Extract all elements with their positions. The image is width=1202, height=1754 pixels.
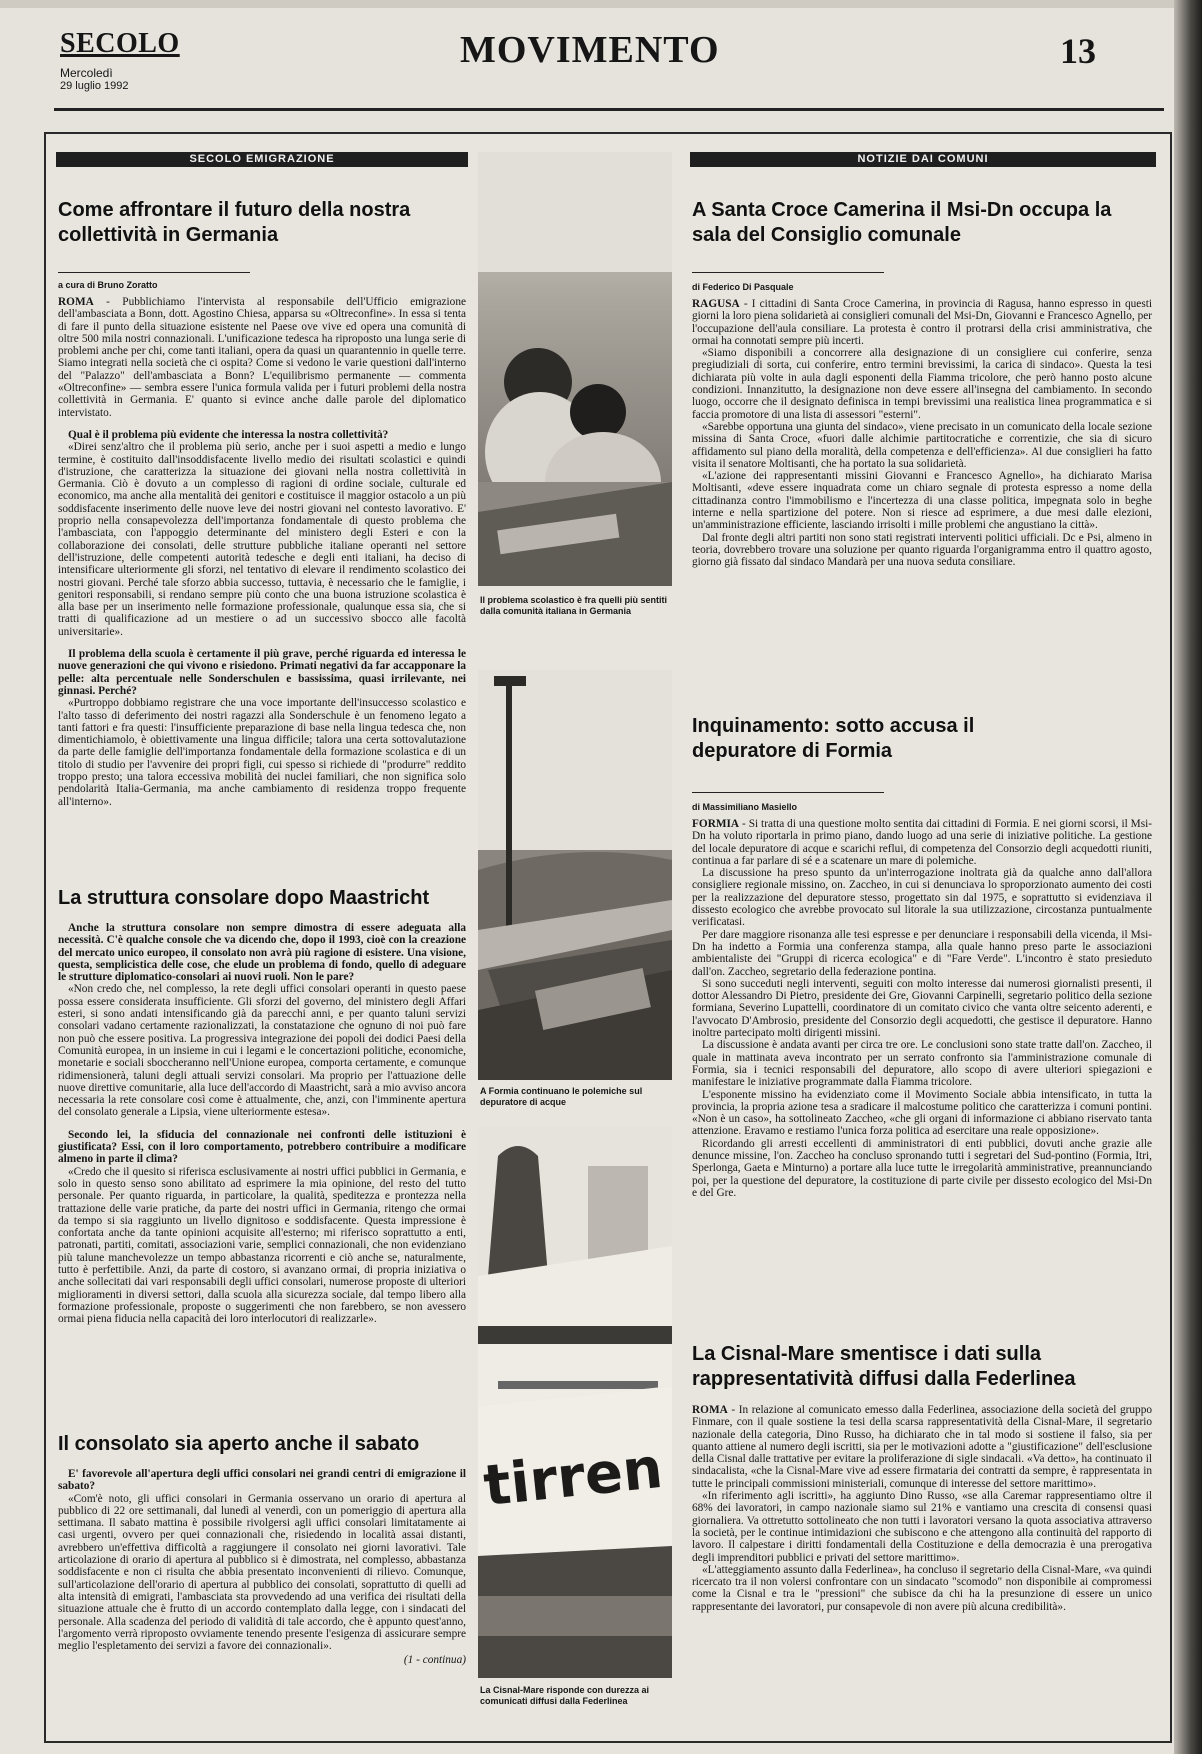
dateline-ragusa: RAGUSA bbox=[692, 298, 740, 310]
article-body-cisnal bbox=[692, 1404, 1152, 1726]
dateline-roma-2: ROMA bbox=[692, 1404, 728, 1416]
cisnal-p3: «L'atteggiamento assunto dalla Federlinea», ha concluso il segretario della Cisnal-Mare, «va quindi ricercato tra il non volersi confrontare con un sindacato "scomodo" non disponibile ai compromessi come la Cisnal e tra le "pressioni" che subisce da chi ha la presunzione di essere un unico rappresentante dei lavoratori, pur consapevole di non avere più alcuna credibilità». bbox=[692, 1563, 1152, 1613]
byline-rule-3 bbox=[692, 792, 884, 793]
santa-croce-p4: «L'azione dei rappresentanti missini Giovanni e Francesco Agnello», ha dichiarato Marisa Moltisanti, «deve essere inquadrata come un chiaro segnale di protesta espresso a nome della cittadinanza contro l'immobilismo e l'incertezza di una classe politica, impegnata solo in beghe interne e nella spartizione del potere. Non si riesce ad esprimere, a due mesi dalle elezioni, un'amministrazione efficiente, lasciando irrisolti i mille problemi che angustiano la città». bbox=[692, 470, 1152, 532]
answer-5: «Com'è noto, gli uffici consolari in Germania osservano un orario di apertura al pubblico di 22 ore settimanali, dal lunedì al venerdì, con un pomeriggio di apertura alla settimana. Il sabato mattina è possibile rivolgersi agli uffici consolari limitatamente ai casi urgenti, ovvero per quei connazionali che, risiedendo in località assai distanti, avrebbero un'effettiva difficoltà a raggiungere il consolato nei giorni lavorativi. Tale articolazione di orario di apertura al pubblico si è dimostrata, nel complesso, abbastanza soddisfacente e non ci risulta che abbia presentato inconvenienti di rilievo. Comunque, sull'articolazione dell'orario di apertura al pubblico dei consolati, soprattutto di quelli ad alta intensità di emigrati, l'ambasciata sta provvedendo ad una verifica dei risultati della situazione attuale che è frutto di un accordo contemplato dalla legge, con i sindacati del personale. Alla scadenza del periodo di validità di tale accordo, che è appunto quest'anno, l'argomento verrà riproposto ovviamente tenendo presente l'esigenza di assicurare sempre meglio l'espletamento dei servizi a favore dei connazionali». bbox=[58, 1492, 466, 1653]
photo-school-children bbox=[478, 152, 672, 586]
article-title-santa-croce: A Santa Croce Camerina il Msi-Dn occupa la sala del Consiglio comunale bbox=[692, 199, 1112, 246]
santa-croce-p2: «Siamo disponibili a concorrere alla designazione di un consigliere cui conferire, senza pregiudiziali di sorta, cui conferire, entro termini brevissimi, la carica di sindaco». Questa la tesi dichiarata più volte in aula dagli esponenti della Fiamma tricolore, che però hanno posto alcune condizioni. Innanzitutto, la designazione non deve essere all'insegna del cambiamento. In secondo luogo, occorre che il designato definisca in tempi brevissimi una realistica linea programmatica e si faccia promotore di una lista di assessori "esterni". bbox=[692, 347, 1152, 421]
formia-p4: Si sono succeduti negli interventi, seguiti con molto interesse dai numerosi giornalisti presenti, il dottor Alessandro Di Pietro, presidente dei Gre, Giovanni Carpinelli, segretario politico della sezione formiana, Severino Lupattelli, coordinatore di un comitato civico che vanta oltre seicento aderenti, e l'avvocato D'Ambrosio, presidente del Consorzio degli acquedotti, che gestisce il depuratore. Hanno inoltre partecipato molti dirigenti missini. bbox=[692, 977, 1152, 1040]
answer-3: «Non credo che, nel complesso, la rete degli uffici consolari operanti in questo paese possa essere considerata insufficiente. Gli sforzi del governo, del ministero degli Affari esteri, si sono andati intensificando già da parecchi anni, e per quanto taluni servizi consolari vadano certamente razionalizzati, la constatazione che ognuno di noi può fare non può che essere positiva. La progressiva integrazione dei popoli dei dodici Paesi della Comunità europea, in un insieme in cui i legami e le concertazioni politiche, economiche, monetarie e sociali sboccheranno nell'Unione europea, comporta certamente, e comunque ridimensionerà, taluni degli attuali servizi consolari. Ma proprio per l'attuazione delle nuove direttive comunitarie, alla luce dell'accordo di Maastricht, sarà a mio avviso ancora necessaria la rete consolare così come è attualmente, che, anzi, con l'imminente apertura del consolato generale a Lipsia, viene ulteriormente estesa». bbox=[58, 983, 466, 1119]
dateline-formia: FORMIA bbox=[692, 818, 740, 830]
section-band-comuni: NOTIZIE DAI COMUNI bbox=[690, 152, 1156, 167]
formia-p3: Per dare maggiore risonanza alle tesi espresse e per denunciare i responsabili della vicenda, il Msi-Dn ha indetto a Formia una conferenza stampa, alla quale hanno preso parte le associazioni ambientaliste dei "Gruppi di ricerca ecologica" e di "Fare Verde". L'incontro è stato presieduto dall'on. Zaccheo, segretario della federazione pontina. bbox=[692, 928, 1152, 978]
byline-rule bbox=[58, 272, 250, 273]
santa-croce-p1: - I cittadini di Santa Croce Camerina, in provincia di Ragusa, hanno espresso in questi giorni la loro piena solidarietà ai consiglieri comunali del Msi-Dn, Giovanni e Francesco Agnello, per l'occupazione dell'aula consiliare. La protesta è contro il protrarsi della crisi amministrativa, che ormai ha connotati sempre più incerti. bbox=[692, 298, 1152, 347]
article-body-formia bbox=[692, 818, 1152, 1322]
section-title: MOVIMENTO bbox=[460, 29, 720, 71]
formia-p1: - Si tratta di una questione molto sentita dai cittadini di Formia. E nei giorni scorsi, il Msi-Dn ha voluto riportarla in primo piano, dando luogo ad una serie di iniziative politiche. La gestione del locale depuratore di acque e scarichi reflui, di competenza del Consorzio degli acquedotti riuniti, continua a far parlare di sé e a scatenare un mare di polemiche. bbox=[692, 818, 1152, 867]
byline-masiello: di Massimiliano Masiello bbox=[692, 802, 798, 812]
question-4: Secondo lei, la sfiducia del connazionale nei confronti delle istituzioni è giustificata? Essi, con il loro comportamento, potrebbero contribuire a modificare almeno in parte il clima? bbox=[58, 1128, 466, 1166]
issue-day: Mercoledì bbox=[60, 66, 113, 80]
formia-p7: Ricordando gli arresti eccellenti di amministratori di enti pubblici, dovuti anche grazie alle denunce missine, l'on. Zaccheo ha concluso spronando tutti i segretari del Sud-pontino (Formia, Itri, Sperlonga, Gaeta e Minturno) a portare alla luce tutte le irregolarità amministrative, preannunciando poi, per la questione del depuratore, la costituzione di parte civile per dissesto ecologico del Msi-Dn e del Gre. bbox=[692, 1137, 1152, 1199]
photo-caption-formia: A Formia continuano le polemiche sul depuratore di acque bbox=[480, 1086, 643, 1107]
article-body-germania-part1 bbox=[58, 296, 466, 922]
svg-text:tirren: tirren bbox=[480, 1435, 666, 1520]
question-1: Qual è il problema più evidente che interessa la nostra collettività? bbox=[68, 428, 389, 441]
photo-caption-cisnal: La Cisnal-Mare risponde con durezza ai comunicati diffusi dalla Federlinea bbox=[480, 1685, 650, 1706]
scan-edge bbox=[0, 0, 1202, 8]
intro-text: - Pubblichiamo l'intervista al responsabile dell'Ufficio emigrazione dell'ambasciata a Bonn, dott. Agostino Chiesa, apparsa su «Oltreconfine». In essa si tenta di fare il punto della situazione esistente nel Paese ove vive ed opera una comunità di oltre 500 mila nostri connazionali. L'unificazione tedesca ha riproposto una lunga serie di problemi anche per chi, come tanti italiani, opera da quasi un quarantennio in quelle terre. Siamo integrati nella società che ci ospita? Come si vedono le varie questioni dall'interno del "Palazzo" dell'ambasciata a Bonn? L'equilibrismo permanente — commenta «Oltreconfine» — sembra essere l'unica formula valida per i futuri problemi della nostra collettività in Germania. E' quanto si evince anche dalle parole del diplomatico intervistato. bbox=[58, 296, 466, 419]
photo-caption-school: Il problema scolastico è fra quelli più sentiti dalla comunità italiana in Germania bbox=[480, 595, 668, 616]
continued-note: (1 - continua) bbox=[403, 1654, 466, 1667]
page-fold-shadow bbox=[1174, 0, 1202, 1754]
photo-tirrenia-ship bbox=[478, 1126, 672, 1678]
article-body-germania-part3 bbox=[58, 1468, 466, 1724]
question-5: E' favorevole all'apertura degli uffici consolari nei grandi centri di emigrazione il sabato? bbox=[58, 1468, 466, 1493]
answer-4: «Credo che il quesito si riferisca esclusivamente ai nostri uffici pubblici in Germania, e solo in questo senso sono abilitato ad esprimere la mia opinione, del resto del tutto personale. Per quanto riguarda, in particolare, la qualità, speditezza e prontezza nella trattazione delle varie pratiche, da parte dei nostri uffici in Germania, ritengo che ormai da tempo si sia raggiunto un livello dignitoso e soddisfacente. Questa impressione è confortata anche da tante opinioni acquisite all'esterno; mi riferisco soprattutto a enti, patronati, partiti, comitati, associazioni varie, semplici connazionali, che non evidenziano più talune manchevolezze un tempo abbastanza ricorrenti e ciò anche se, naturalmente, tutto è perfettibile. Anzi, da parte di costoro, si avanzano ormai, di propria iniziativa o anche sollecitati dai vari responsabili degli uffici consolari, numerose proposte di ulteriori miglioramenti in diversi settori, dalla scuola alla sicurezza sociale, dal tempo libero alla formazione professionale, proposte o suggerimenti che non farebbero, se non avessero ormai piena fiducia nella capacità dei loro interlocutori di realizzarle». bbox=[58, 1165, 466, 1326]
header-rule bbox=[54, 108, 1164, 111]
byline-zoratto: a cura di Bruno Zoratto bbox=[58, 280, 158, 290]
article-body-germania-part2 bbox=[58, 922, 466, 1432]
article-title-cisnal: La Cisnal-Mare smentisce i dati sulla rappresentatività diffusi dalla Federlinea bbox=[692, 1343, 1076, 1390]
answer-1: «Direi senz'altro che il problema più serio, anche per i suoi aspetti a medio e lungo termine, è costituito dall'insoddisfacente livello medio dei risultati scolastici e quindi d'istruzione, che caratterizza la situazione dei giovani nella nostra collettività in Germania. Ciò è dovuto a un complesso di ragioni di ordine sociale, culturale ed economico, ma anche alla mentalità dei genitori e costituisce il maggior ostacolo a un più soddisfacente inserimento delle nuove leve dei nostri giovani nel contesto lavorativo. E' proprio nella consapevolezza dell'importanza fondamentale di questo problema che l'ambasciata, con l'appoggio determinante del ministero degli Esteri e con la collaborazione dei consolati, delle strutture pubbliche italiane operanti nel settore dell'istruzione, delle competenti autorità tedesche e degli enti italiani, ha deciso di intensificare ulteriormente gli sforzi, nel tentativo di elevare il rendimento scolastico dei nostri giovani. Perché tale sforzo abbia successo, tuttavia, è necessario che le famiglie, i genitori responsabili, si rendano sempre più conto che una buona istruzione scolastica è alla base per un inserimento nelle formazione professionale, qualunque essa sia, che si tratti di qualificazione ad un mestiere o ad un successivo sbocco alle facoltà universitarie». bbox=[58, 441, 466, 638]
formia-p2: La discussione ha preso spunto da un'interrogazione inoltrata già da qualche anno dall'allora consigliere regionale missino, on. Zaccheo, in cui si denunciava lo sproporzionato aumento dei costi per la realizzazione del depuratore stesso, progettato sin dal 1975, e soprattutto si evidenziava il dissesto ecologico che avrebbe provocato sul litorale la sua utilizzazione, circostanza puntualmente verificatasi. bbox=[692, 867, 1152, 929]
subtitle-sabato: Il consolato sia aperto anche il sabato bbox=[58, 1433, 420, 1455]
dateline-roma: ROMA bbox=[58, 296, 94, 308]
answer-2: «Purtroppo dobbiamo registrare che una voce importante dell'insuccesso scolastico e l'alto tasso di deferimento dei nostri ragazzi alla Sonderschule è un fenomeno legato a tanti fattori e fra questi: l'insufficiente preparazione di base nella lingua tedesca che, non dimentichiamolo, è obiettivamente una lingua difficile; talora una certa sottovalutazione da parte delle famiglie dell'importanza fondamentale della formazione scolastica e di un titolo di studio per l'avvenire dei propri figli, cui spesso si richiede di "produrre" reddito troppo presto; una talora eccessiva mobilità dei nuclei familiari, che non significa solo pendolarità Italia-Germania, ma anche cambiamento di residenza troppo frequente all'interno». bbox=[58, 697, 466, 808]
section-band-emigrazione: SECOLO EMIGRAZIONE bbox=[56, 152, 468, 167]
issue-date: 29 luglio 1992 bbox=[60, 80, 129, 92]
page-number: 13 bbox=[1060, 31, 1096, 71]
question-2: Il problema della scuola è certamente il più grave, perché riguarda ed interessa le nuove generazioni che qui vivono e risiedono. Primati negativi da far accapponare la pelle: alta percentuale nelle Sonderschulen e bassissima, quasi irrilevante, nei ginnasi. Perché? bbox=[58, 648, 466, 697]
santa-croce-p5: Dal fronte degli altri partiti non sono stati registrati interventi politici ufficiali. Dc e Psi, almeno in teoria, dovrebbero trovare una soluzione per quanto riguarda l'organigramma entro il quattro agosto, giorno già fissato dal sindaco Mandarà per una nuova seduta consiliare. bbox=[692, 531, 1152, 569]
subtitle-maastricht: La struttura consolare dopo Maastricht bbox=[58, 887, 430, 909]
santa-croce-p3: «Sarebbe opportuna una giunta del sindaco», viene precisato in un comunicato della locale sezione missina di Santa Croce, «fuori dalle alchimie partitocratiche e correntizie, che sia di sicuro affidamento sul piano della moralità, della competenza e dell'efficienza». Al due consiglieri ha fatto visita il senatore Moltisanti, che ha portato la sua solidarietà. bbox=[692, 420, 1152, 470]
question-3: Anche la struttura consolare non sempre dimostra di essere adeguata alla necessità. C'è qualche console che va dicendo che, dopo il 1993, cioè con la creazione del mercato unico europeo, il consolato non avrà più ragione di esistere. Una visione, questa, semplicistica delle cose, che elude un problema di fondo, quello di adeguare le strutture diplomatico-consolari ai nuovi ruoli. Non le pare? bbox=[58, 922, 466, 984]
byline-rule-2 bbox=[692, 272, 884, 273]
photo-formia-depurator bbox=[478, 670, 672, 1080]
byline-di-pasquale: di Federico Di Pasquale bbox=[692, 282, 794, 292]
cisnal-p1: - In relazione al comunicato emesso dalla Federlinea, associazione della società del gruppo Finmare, con il quale sostiene la tesi della scarsa rappresentatività della Cisnal-Mare, il segretario nazionale della categoria, Dino Russo, ha dichiarato che in tal modo si sostiene il falso, sia per quanto attiene al numero degli iscritti, sia per le motivazioni adotte a "giustificazione" dell'esclusione della Cisnal dalle trattative per evitare la proliferazione di sigle sindacali. «Va detto», ha continuato il sindacalista, «che la Cisnal-Mare vive ad essere firmataria dei contratti da sempre, è rappresentata in tutte le principali commissioni ministeriali, comunque di interesse del settore marittimo». bbox=[692, 1404, 1152, 1490]
formia-p5: La discussione è andata avanti per circa tre ore. Le conclusioni sono state tratte dall'on. Zaccheo, il quale in mattinata aveva incontrato per un serrato confronto sia l'amministrazione comunale di Formia, sia i tecnici responsabili del depuratore, allo scopo di avere ulteriori spiegazioni e manifestare le iniziative programmate dalla Fiamma tricolore. bbox=[692, 1039, 1152, 1089]
article-title-germania: Come affrontare il futuro della nostra collettività in Germania bbox=[58, 199, 411, 246]
cisnal-p2: «In riferimento agli iscritti», ha aggiunto Dino Russo, «se alla Caremar rappresentiamo oltre il 68% dei lavoratori, in campo nazionale siamo sul 21% e vantiamo una crescita di consensi quasi giornaliera. Va ottretutto sottolineato che non tutti i lavoratori versano la quota associativa attraverso la società, per le continue intimidazioni che subiscono e che attengono alla continuità del rapporto di lavoro. Il calpestare i diritti fondamentali della Costituzione e della democrazia è una prerogativa degli imprenditori pubblici e privati del settore marittimo». bbox=[692, 1490, 1152, 1564]
article-title-formia: Inquinamento: sotto accusa il depuratore di Formia bbox=[692, 715, 975, 762]
masthead: SECOLO bbox=[60, 28, 180, 59]
article-body-santa-croce bbox=[692, 298, 1152, 672]
formia-p6: L'esponente missino ha evidenziato come il Movimento Sociale abbia intensificato, in tutta la provincia, la propria azione tesa a sradicare il malcostume politico che caratterizza i comuni pontini. «Non è un caso», ha sottolineato Zaccheo, «che gli organi di informazione ci abbiano riservato tanta attenzione. Eravamo e restiamo l'unica forza politica ad esercitare una reale opposizione». bbox=[692, 1088, 1152, 1138]
